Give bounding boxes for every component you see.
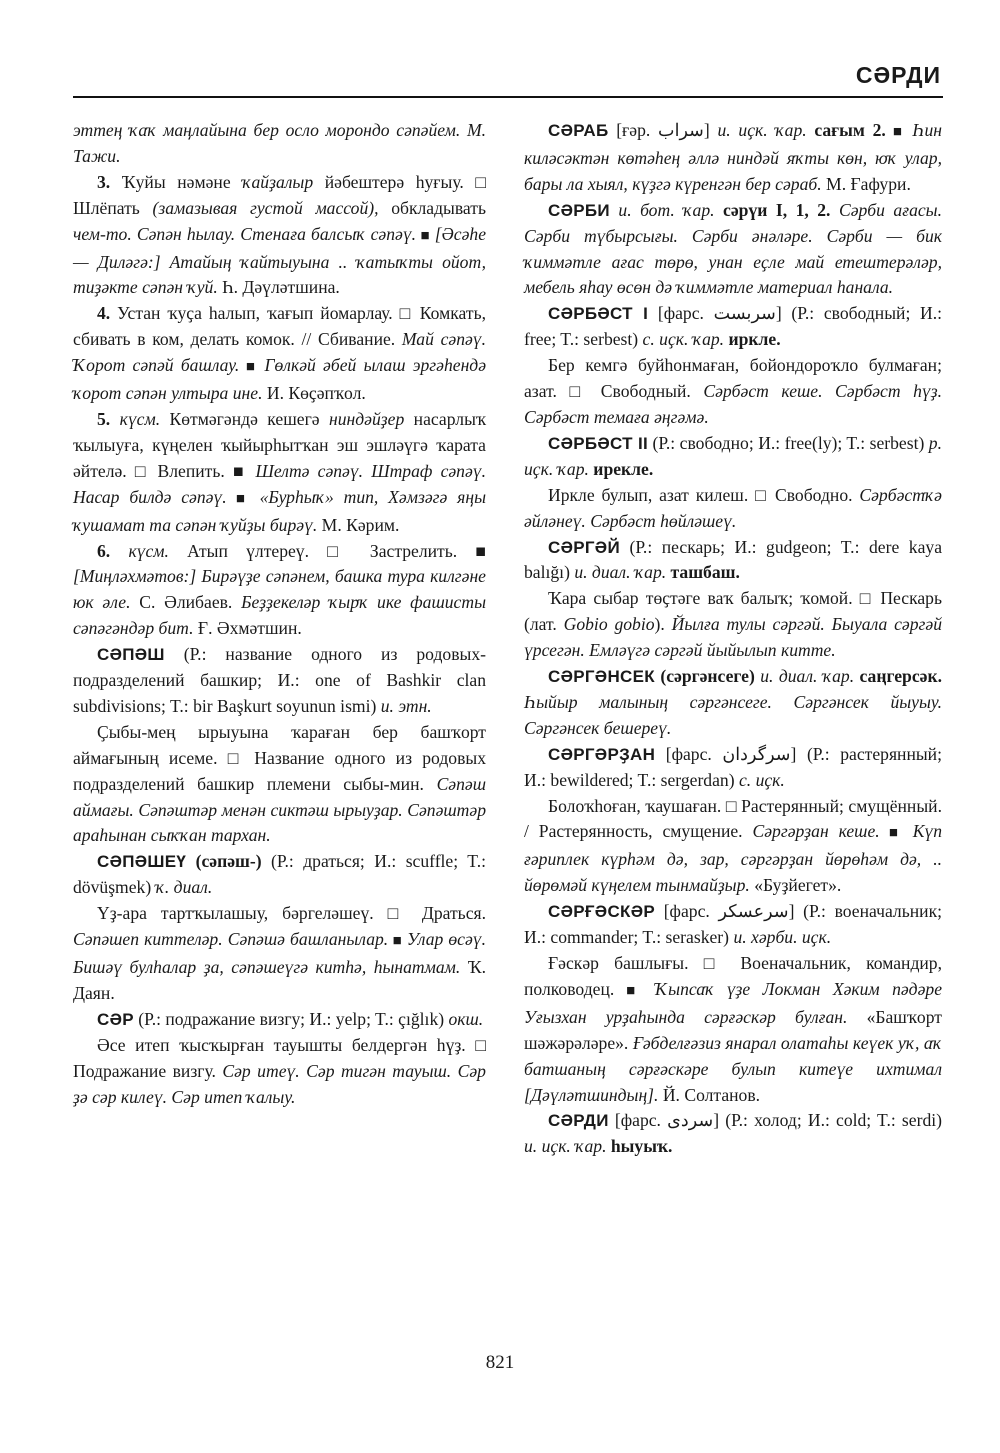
page-header	[73, 54, 943, 98]
entry-sar-definition: Әсе итеп ҡысҡырған тауышты белдергән һүҙ. □ Подражание визгу. Сәр итеү. Сәр тигән тауыш. Сәр ҙә сәр килеү. Сәр итеп ҡалыу.	[73, 1034, 486, 1107]
entry-sarbi: СӘРБИ и. бот. ҡар. сәрүи I, 1, 2. Сәрби ағасы. Сәрби түбырсығы. Сәрби әнәләре. Сәрби — бик ҡиммәтле ағас төрө, унан еҫле май етештерәләр, мебель яһау өсөн дә ҡиммәтле материал һанала.	[524, 199, 942, 298]
entry-sargaskar-definition: Ғәскәр башлығы. □ Военачальник, командир, полководец. ■ Ҡыпсаҡ үҙе Локман Хәким пәдәре Уғызхан урҙаһында сәрғәскәр булған. «Башҡорт шәжәрәләре». Ғәбделғәзиз янарал олатаһы кеүек уҡ, аҡ батшаның сәрғәскәре булып китеүе ихтимал [Дәүләтшиндың]. Й. Солтанов.	[524, 953, 942, 1105]
sense-3: 3. Ҡуйы нәмәне ҡайҙалыр йәбештерә һуғыу. □ Шлёпать (замазывая густой массой), обкладывать чем-то. Сәпән һылау. Стенаға балсыҡ сәпәү. ■ [Әсәһе — Диләгә:] Атайың ҡайтыуына .. ҡатыҡты ойот, тиҙәкте сәпән ҡуй. Һ. Дәүләтшина.	[73, 171, 486, 298]
entry-sargay-definition: Ҡара сыбар төҫтәге ваҡ балыҡ; ҡомой. □ Пескарь (лат. Gobio gobio). Йылға тулы сәргәй. Быуала сәргәй үрсегән. Емләүгә сәргәй йыйылып китте.	[524, 588, 942, 661]
sense-6: 6. күсм. Атып үлтереү. □ Застрелить. ■ [Миңләхмәтов:] Бирәүҙе сәпәнем, башка тура килгәне юк әле. С. Әлибаев. Беҙҙекеләр ҡырҡ ике фашисты сәпәгәндәр бит. Ғ. Әхмәтшин.	[73, 540, 486, 639]
entry-sarab: СӘРАБ [ғәр. سراب] и. иҫк. ҡар. сағым 2. ■ Һин киләсәктән көтәһең әллә ниндәй яҡты көн, юҡ улар, бары ла хыял, күҙгә күренгән бер сәраб. М. Ғафури.	[524, 120, 942, 194]
running-head: СӘРДИ	[855, 62, 941, 88]
entry-sapash: СӘПӘШ (Р.: название одного из родовых-подразделений башкир; И.: one of Bashkir clan subdivisions; T.: bir Başkurt soyunun ismi) и. этн.	[73, 644, 486, 716]
sense-5: 5. күсм. Көтмәгәндә кешегә ниндәйҙер насарлыҡ ҡылыуға, күңелен ҡыйырһытҡан эш эшләүгә ҡарата әйтелә. □ Влепить. ■ Шелтә сәпәү. Штраф сәпәү. Насар билдә сәпәү. ■ «Бурһыҡ» тип, Хәмзәгә яңы ҡушамат та сәпән ҡуйҙы бирәү. М. Кәрим.	[73, 408, 487, 535]
entry-sargay: СӘРГӘЙ (Р.: пескарь; И.: gudgeon; T.: dere kaya balığı) и. диал. ҡар. ташбаш.	[524, 536, 942, 583]
entry-sargarzan: СӘРГӘРҘАН [фарс. سرگردان] (Р.: растерянный; И.: bewildered; T.: sergerdan) с. иҫк.	[524, 743, 942, 790]
entry-sarbast-1: СӘРБӘСТ I [фарс. سربست] (Р.: свободный; И.: free; T.: serbest) с. иҫк. ҡар. иркле.	[524, 303, 942, 350]
right-column	[524, 118, 942, 1160]
entry-sapash-definition: Ҫыбы-мең ырыуына ҡараған бер башҡорт аймағының исеме. □ Название одного из родовых подразделений башкир племени сыбы-мин. Сәпәш аймағы. Сәпәштәр менән сиктәш ырыуҙар. Сәпәштәр араһынан сыҡҡан тархан.	[73, 721, 486, 846]
entry-sargansek: СӘРГӘНСЕК (сәргәнсеге) и. диал. ҡар. саңгерсәк. Һыйыр малының сәргәнсеге. Сәргәнсек йыуыу. Сәргәнсек бешереү.	[524, 666, 942, 738]
entry-sargaskar: СӘРҒӘСКӘР [фарс. سرعسكر] (Р.: военачальник; И.: commander; T.: serasker) и. хәрби. иҫк.	[524, 901, 943, 948]
entry-sapasheu: СӘПӘШЕҮ (сәпәш-) (Р.: драться; И.: scuffle; T.: dövüşmek) ҡ. диал.	[73, 851, 486, 898]
left-column	[73, 118, 486, 1110]
entry-sapasheu-definition: Үҙ-ара тартҡылашыу, бәргеләшеү. □ Драться. Сәпәшеп киттеләр. Сәпәшә башланылар. ■ Улар өсәү. Бишәү булһалар ҙа, сәпәшеүгә китһә, һынатмам. Ҡ. Даян.	[73, 903, 486, 1003]
entry-sarbast-2: СӘРБӘСТ II (Р.: свободно; И.: free(ly); T.: serbest) р. иҫк. ҡар. ирекле.	[524, 432, 942, 479]
entry-sar: СӘР (Р.: подражание визгу; И.: yelp; T.: çığlık) окш.	[97, 1008, 484, 1029]
continuation-text: эттең ҡаҡ маңлайына бер осло морондо сәпәйем. М. Тажи.	[73, 120, 486, 166]
entry-sarbast-2-definition: Иркле булып, азат килеш. □ Свободно. Сәрбәстҡә әйләнеү. Сәрбәст һөйләшеү.	[524, 484, 942, 531]
page-number: 821	[485, 1352, 515, 1373]
entry-sargarzan-definition: Болоҡһоған, ҡаушаған. □ Растерянный; смущённый. / Растерянность, смущение. Сәргәрҙан кеше. ■ Күп ғәриплек күрһәм дә, зар, сәргәрҙан йөрөһәм дә, .. йөрөмәй күңелем тынмайҙыр. «Буҙйегет».	[524, 795, 942, 896]
sense-4: 4. Устан ҡуҫа һалып, ҡағып йомарлау. □ Комкать, сбивать в ком, делать комок. // Сбивание. Май сәпәү. Ҡорот сәпәй башлау. ■ Гөлкәй әбей ылаш эргәһендә ҡорот сәпән ултыра ине. И. Көҫәпҡол.	[73, 303, 487, 404]
entry-sardi: СӘРДИ [фарс. سردى] (Р.: холод; И.: cold; T.: serdi) и. иҫк. ҡар. һыуыҡ.	[524, 1110, 942, 1157]
entry-sarbast-1-definition: Бер кемгә буйһонмаған, бойондороҡло булмаған; азат. □ Свободный. Сәрбәст кеше. Сәрбәст һүҙ. Сәрбәст темаға әңгәмә.	[524, 355, 942, 427]
